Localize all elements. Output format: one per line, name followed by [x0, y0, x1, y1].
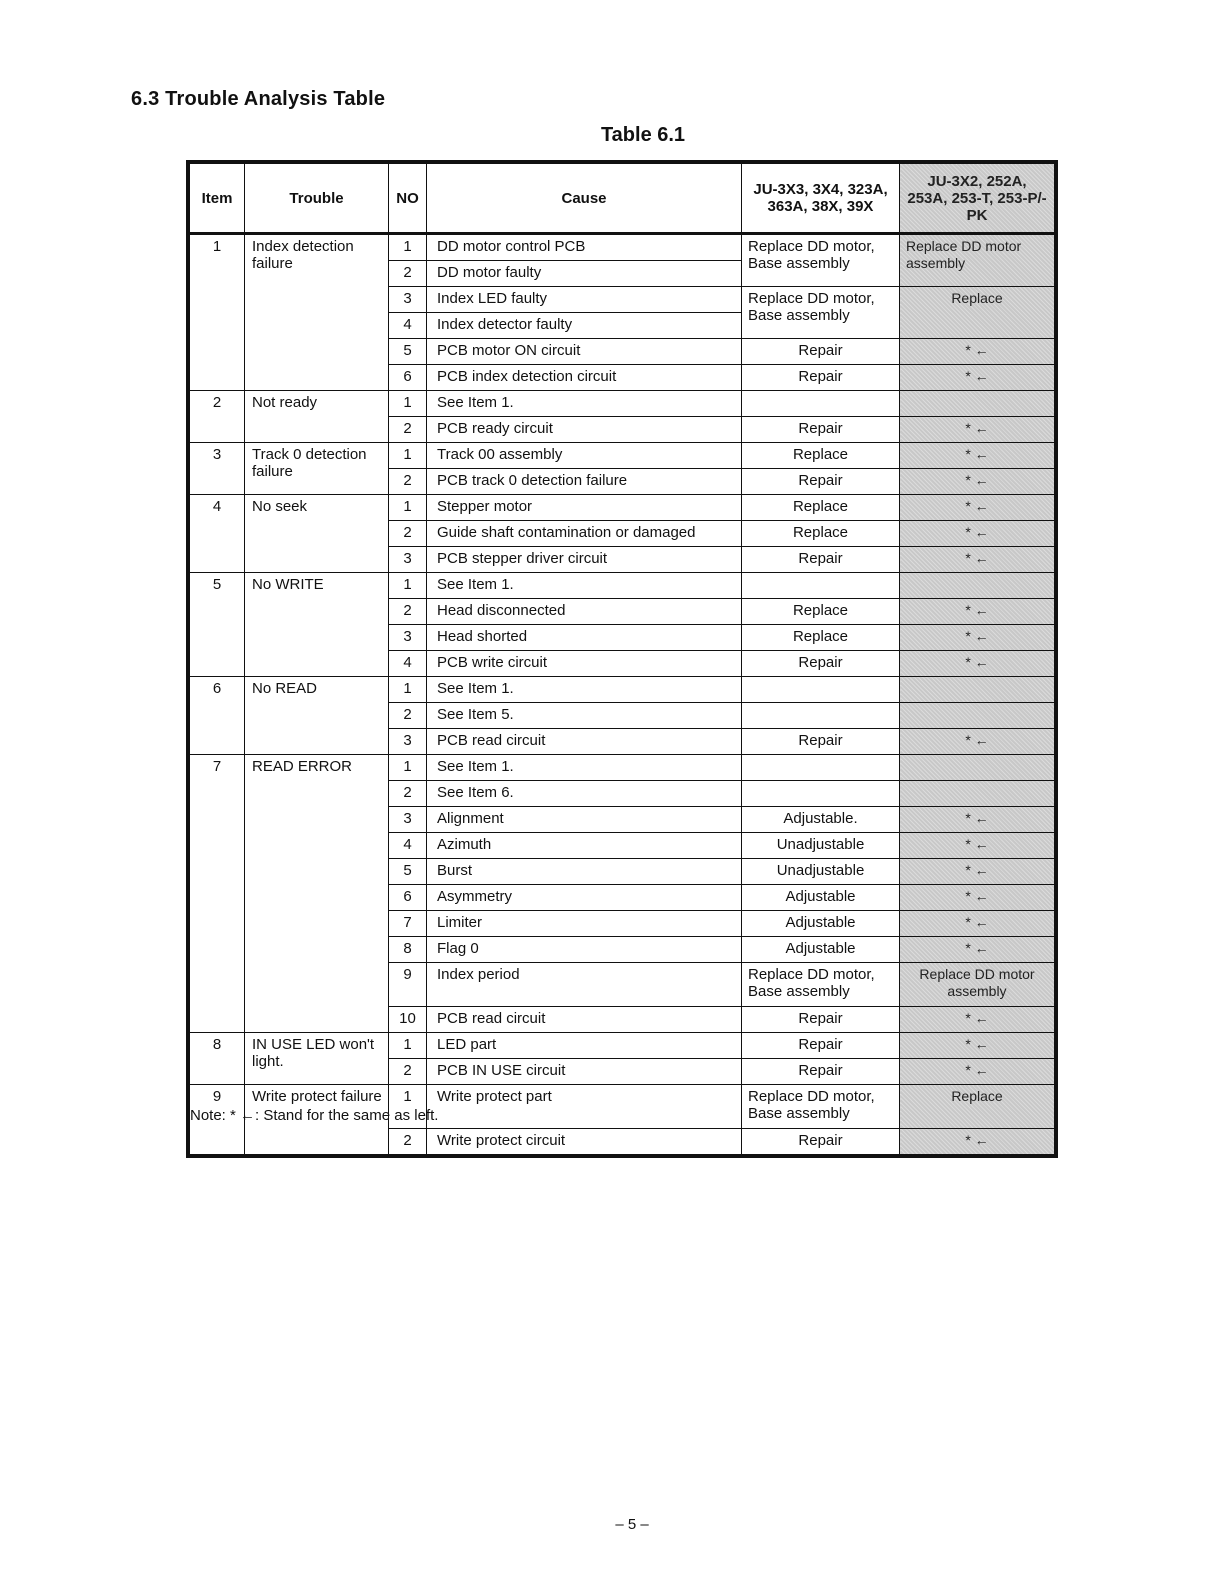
ju2-action: * ← — [900, 1059, 1055, 1085]
header-item: Item — [190, 164, 245, 234]
cause-text: PCB IN USE circuit — [427, 1059, 742, 1085]
section-title: 6.3 Trouble Analysis Table — [131, 88, 386, 110]
ju3-action: Repair — [742, 469, 900, 495]
ju3-action: Unadjustable — [742, 859, 900, 885]
ju3-action: Replace — [742, 625, 900, 651]
ju2-action: * ← — [900, 547, 1055, 573]
ju2-action: * ← — [900, 1033, 1055, 1059]
ju2-action — [900, 391, 1055, 417]
trouble-description: Not ready — [245, 391, 389, 443]
ju2-action: * ← — [900, 729, 1055, 755]
cause-text: Limiter — [427, 911, 742, 937]
ju2-action: * ← — [900, 651, 1055, 677]
ju2-action: * ← — [900, 1129, 1055, 1155]
ju2-action: * ← — [900, 495, 1055, 521]
ju2-action: Replace — [900, 1085, 1055, 1129]
table-note: Note: * ←: Stand for the same as left. — [190, 1107, 439, 1124]
item-number: 4 — [190, 495, 245, 573]
ju3-action — [742, 781, 900, 807]
ju2-action: * ← — [900, 469, 1055, 495]
ju2-action: * ← — [900, 911, 1055, 937]
cause-text: PCB read circuit — [427, 1007, 742, 1033]
table-row — [190, 443, 1055, 469]
ju2-action: * ← — [900, 859, 1055, 885]
page-number: – 5 – — [615, 1516, 649, 1533]
trouble-description: Track 0 detection failure — [245, 443, 389, 495]
cause-text: Write protect part — [427, 1085, 742, 1129]
cause-number: 2 — [389, 781, 427, 807]
ju2-action: * ← — [900, 807, 1055, 833]
ju2-action: Replace DD motor assembly — [900, 234, 1055, 287]
cause-text: PCB ready circuit — [427, 417, 742, 443]
ju2-action — [900, 573, 1055, 599]
ju2-action: * ← — [900, 443, 1055, 469]
cause-text: Burst — [427, 859, 742, 885]
cause-number: 6 — [389, 885, 427, 911]
header-ju3-models: JU-3X3, 3X4, 323A, 363A, 38X, 39X — [742, 164, 900, 234]
ju2-action — [900, 677, 1055, 703]
ju3-action: Replace DD motor, Base assembly — [742, 1085, 900, 1129]
cause-text: Index detector faulty — [427, 313, 742, 339]
ju3-action: Replace — [742, 521, 900, 547]
item-number: 3 — [190, 443, 245, 495]
item-number: 6 — [190, 677, 245, 755]
cause-number: 2 — [389, 417, 427, 443]
cause-number: 2 — [389, 1129, 427, 1155]
trouble-description: Index detection failure — [245, 234, 389, 391]
cause-number: 10 — [389, 1007, 427, 1033]
cause-text: See Item 5. — [427, 703, 742, 729]
ju3-action: Adjustable. — [742, 807, 900, 833]
ju3-action: Adjustable — [742, 937, 900, 963]
ju2-action: * ← — [900, 833, 1055, 859]
trouble-description: READ ERROR — [245, 755, 389, 1033]
cause-text: See Item 1. — [427, 391, 742, 417]
ju2-action — [900, 703, 1055, 729]
item-number: 7 — [190, 755, 245, 1033]
cause-text: LED part — [427, 1033, 742, 1059]
table-body — [190, 234, 1055, 1155]
cause-text: See Item 1. — [427, 573, 742, 599]
ju3-action — [742, 573, 900, 599]
cause-number: 4 — [389, 651, 427, 677]
header-cause: Cause — [427, 164, 742, 234]
cause-text: See Item 6. — [427, 781, 742, 807]
cause-text: Index period — [427, 963, 742, 1007]
cause-text: Alignment — [427, 807, 742, 833]
cause-text: DD motor control PCB — [427, 234, 742, 261]
trouble-description: IN USE LED won't light. — [245, 1033, 389, 1085]
table-row — [190, 1033, 1055, 1059]
cause-text: Write protect circuit — [427, 1129, 742, 1155]
trouble-description: No seek — [245, 495, 389, 573]
ju3-action: Repair — [742, 1129, 900, 1155]
ju3-action: Replace — [742, 599, 900, 625]
table-row — [190, 234, 1055, 261]
cause-text: Head shorted — [427, 625, 742, 651]
cause-number: 3 — [389, 287, 427, 313]
cause-text: PCB read circuit — [427, 729, 742, 755]
item-number: 8 — [190, 1033, 245, 1085]
ju3-action: Replace DD motor, Base assembly — [742, 963, 900, 1007]
cause-number: 2 — [389, 261, 427, 287]
table-row — [190, 677, 1055, 703]
table-row — [190, 495, 1055, 521]
ju2-action: * ← — [900, 937, 1055, 963]
ju2-action: Replace — [900, 287, 1055, 339]
ju3-action — [742, 755, 900, 781]
cause-text: Index LED faulty — [427, 287, 742, 313]
item-number: 1 — [190, 234, 245, 391]
cause-text: Azimuth — [427, 833, 742, 859]
ju3-action — [742, 677, 900, 703]
ju2-action: * ← — [900, 521, 1055, 547]
cause-number: 2 — [389, 1059, 427, 1085]
ju2-action: * ← — [900, 599, 1055, 625]
cause-text: PCB stepper driver circuit — [427, 547, 742, 573]
table-title: Table 6.1 — [600, 124, 686, 146]
cause-number: 1 — [389, 495, 427, 521]
ju3-action: Adjustable — [742, 911, 900, 937]
cause-number: 3 — [389, 807, 427, 833]
trouble-description: Write protect failure — [245, 1085, 389, 1155]
item-number: 2 — [190, 391, 245, 443]
ju2-action: * ← — [900, 365, 1055, 391]
trouble-description: No READ — [245, 677, 389, 755]
ju3-action: Replace DD motor, Base assembly — [742, 287, 900, 339]
table-header-row — [190, 164, 1055, 234]
ju3-action — [742, 703, 900, 729]
cause-number: 1 — [389, 1033, 427, 1059]
cause-number: 3 — [389, 625, 427, 651]
cause-text: Guide shaft contamination or damaged — [427, 521, 742, 547]
ju3-action: Repair — [742, 547, 900, 573]
ju3-action — [742, 391, 900, 417]
cause-number: 1 — [389, 234, 427, 261]
item-number: 9 — [190, 1085, 245, 1155]
trouble-description: No WRITE — [245, 573, 389, 677]
ju2-action: * ← — [900, 625, 1055, 651]
ju3-action: Replace DD motor, Base assembly — [742, 234, 900, 287]
item-number: 5 — [190, 573, 245, 677]
cause-number: 5 — [389, 339, 427, 365]
ju3-action: Replace — [742, 443, 900, 469]
ju3-action: Repair — [742, 729, 900, 755]
trouble-analysis-table — [189, 163, 1055, 1155]
cause-text: PCB track 0 detection failure — [427, 469, 742, 495]
cause-text: Track 00 assembly — [427, 443, 742, 469]
cause-number: 4 — [389, 313, 427, 339]
cause-number: 1 — [389, 1085, 427, 1129]
header-trouble: Trouble — [245, 164, 389, 234]
ju3-action: Repair — [742, 651, 900, 677]
ju3-action: Repair — [742, 1007, 900, 1033]
cause-number: 1 — [389, 391, 427, 417]
table-row — [190, 391, 1055, 417]
ju2-action — [900, 755, 1055, 781]
ju2-action: * ← — [900, 417, 1055, 443]
ju3-action: Repair — [742, 417, 900, 443]
cause-text: DD motor faulty — [427, 261, 742, 287]
table-row — [190, 755, 1055, 781]
table-row — [190, 573, 1055, 599]
cause-number: 1 — [389, 677, 427, 703]
ju2-action: * ← — [900, 1007, 1055, 1033]
ju2-action: * ← — [900, 885, 1055, 911]
cause-text: See Item 1. — [427, 755, 742, 781]
cause-text: See Item 1. — [427, 677, 742, 703]
ju3-action: Repair — [742, 1033, 900, 1059]
cause-text: Stepper motor — [427, 495, 742, 521]
ju3-action: Repair — [742, 1059, 900, 1085]
ju2-action: Replace DD motor assembly — [900, 963, 1055, 1007]
header-ju2-models: JU-3X2, 252A, 253A, 253-T, 253-P/-PK — [900, 164, 1055, 234]
cause-number: 3 — [389, 547, 427, 573]
ju3-action: Unadjustable — [742, 833, 900, 859]
cause-number: 7 — [389, 911, 427, 937]
cause-number: 1 — [389, 443, 427, 469]
cause-number: 6 — [389, 365, 427, 391]
cause-number: 5 — [389, 859, 427, 885]
trouble-analysis-table-frame — [186, 160, 1058, 1158]
header-no: NO — [389, 164, 427, 234]
ju3-action: Repair — [742, 365, 900, 391]
cause-number: 8 — [389, 937, 427, 963]
ju2-action: * ← — [900, 339, 1055, 365]
cause-text: Flag 0 — [427, 937, 742, 963]
ju3-action: Replace — [742, 495, 900, 521]
ju3-action: Repair — [742, 339, 900, 365]
cause-text: PCB write circuit — [427, 651, 742, 677]
cause-text: Head disconnected — [427, 599, 742, 625]
cause-number: 2 — [389, 521, 427, 547]
cause-text: Asymmetry — [427, 885, 742, 911]
cause-number: 1 — [389, 755, 427, 781]
cause-number: 2 — [389, 469, 427, 495]
cause-number: 2 — [389, 703, 427, 729]
cause-text: PCB index detection circuit — [427, 365, 742, 391]
cause-number: 2 — [389, 599, 427, 625]
cause-number: 9 — [389, 963, 427, 1007]
ju2-action — [900, 781, 1055, 807]
cause-number: 4 — [389, 833, 427, 859]
cause-number: 3 — [389, 729, 427, 755]
cause-number: 1 — [389, 573, 427, 599]
ju3-action: Adjustable — [742, 885, 900, 911]
cause-text: PCB motor ON circuit — [427, 339, 742, 365]
